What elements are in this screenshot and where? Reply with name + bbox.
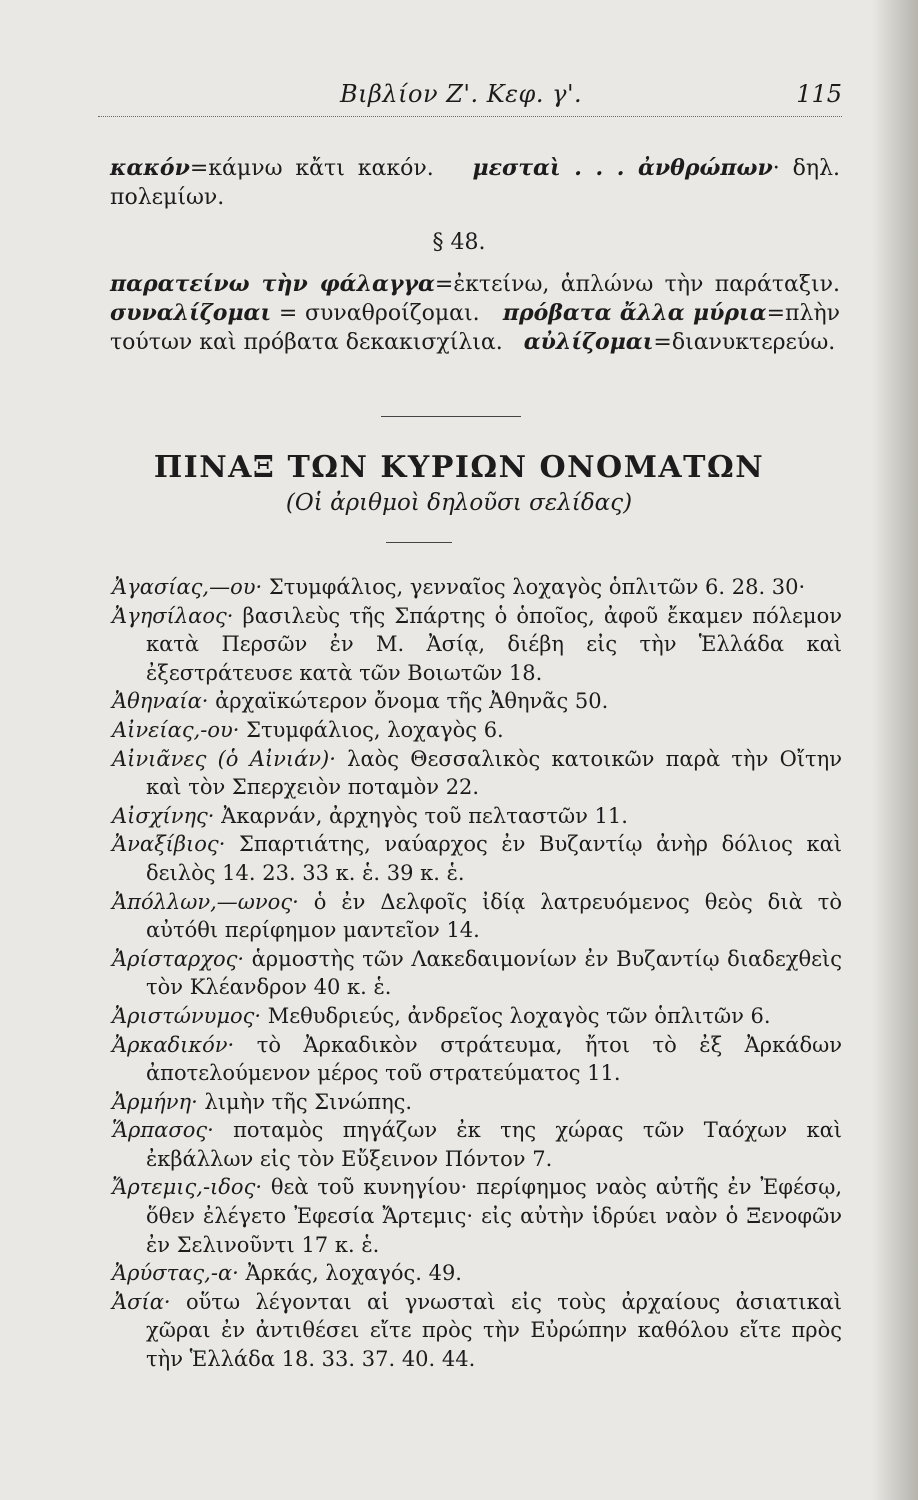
index-entry	[112, 1088, 842, 1117]
entry-name: Ἅρπασος·	[112, 1118, 214, 1143]
entry-name: Ἄρτεμις,-ιδος·	[112, 1175, 263, 1200]
index-entry	[112, 1031, 842, 1088]
gloss-definition: =κάμνω κἄτι κακόν.	[189, 156, 434, 181]
entry-name: Αἰσχίνης·	[112, 803, 215, 828]
entry-text: Ἀκαρνάν, ἀρχηγὸς τοῦ πελταστῶν 11.	[214, 803, 628, 828]
entry-text: Στυμφάλιος, γενναῖος λοχαγὸς ὁπλιτῶν 6. 28. 30·	[262, 575, 806, 599]
entry-name: Ἀγησίλαος·	[112, 603, 234, 628]
entry-name: Ἀρκαδικόν·	[112, 1032, 235, 1057]
page-number: 115	[796, 80, 842, 108]
entry-text: ποταμὸς πηγάζων ἐκ της χώρας τῶν Ταόχων καὶ ἐκβάλλων εἰς τὸν Εὔξεινον Πόντον 7.	[146, 1118, 842, 1171]
entry-name: Ἀγασίας,—ου·	[112, 575, 263, 599]
entry-text: Ἀρκάς, λοχαγός. 49.	[238, 1261, 462, 1286]
gloss-definition: =ἐκτείνω, ἁπλώνω τὴν παράταξιν.	[434, 272, 840, 297]
index-entry	[112, 716, 842, 745]
index-entry	[112, 1288, 842, 1374]
gloss-term: πρόβατα ἄλλα μύρια	[502, 300, 767, 326]
index-subtitle: (Οἱ ἀριθμοὶ δηλοῦσι σελίδας)	[285, 490, 633, 516]
entry-text: βασιλεὺς τῆς Σπάρτης ὁ ὁποῖος, ἀφοῦ ἔκαμεν πόλεμον κατὰ Περσῶν ἐν Μ. Ἀσίᾳ, διέβη εἰς τὴν Ἑλλάδα καὶ ἐξεστράτευσε κατὰ τῶν Βοιωτῶν 18.	[146, 603, 842, 685]
glosses-section	[110, 270, 840, 357]
gloss-term: αὐλίζομαι	[523, 329, 654, 355]
entry-name: Ἀρίσταρχος·	[112, 946, 245, 971]
index-entry	[112, 1002, 842, 1031]
entry-text: ἁρμοστὴς τῶν Λακεδαιμονίων ἐν Βυζαντίῳ διαδεχθεὶς τὸν Κλέανδρον 40 κ. ἑ.	[146, 946, 842, 1000]
index-entry	[112, 573, 842, 602]
entry-text: ἀρχαϊκώτερον ὄνομα τῆς Ἀθηνᾶς 50.	[208, 689, 609, 714]
entry-name: Ἀρμήνη·	[112, 1089, 198, 1114]
index-entry	[112, 687, 842, 716]
running-head	[98, 70, 842, 117]
index-entries	[112, 573, 842, 1374]
entry-name: Αἰνιᾶνες (ὁ Αἰνιάν)·	[112, 746, 336, 771]
gloss-term: συναλίζομαι	[110, 300, 272, 326]
index-entry	[112, 945, 842, 1002]
entry-text: λιμὴν τῆς Σινώπης.	[197, 1089, 413, 1114]
entry-name: Αἰνείας,-ου·	[112, 717, 240, 742]
entry-name: Ἀρύστας,-α·	[112, 1261, 239, 1286]
index-entry	[112, 802, 842, 831]
index-entry	[112, 830, 842, 887]
index-entry	[112, 1173, 842, 1259]
entry-text: ὁ ἐν Δελφοῖς ἰδίᾳ λατρευόμενος θεὸς διὰ τὸ αὐτόθι περίφημον μαντεῖον 14.	[146, 889, 842, 943]
gloss-definition: =διανυκτερεύω.	[653, 330, 836, 355]
entry-name: Ἀσία·	[112, 1289, 171, 1314]
entry-text: θεὰ τοῦ κυνηγίου· περίφημος ναὸς αὐτῆς ἐν Ἐφέσῳ, ὅθεν ἐλέγετο Ἐφεσία Ἄρτεμις· εἰς αὐτὴν ἱδρύει ναὸν ὁ Ξενοφῶν ἐν Σελινοῦντι 17 κ. ἑ.	[146, 1175, 842, 1257]
entry-text: λαὸς Θεσσαλικὸς κατοικῶν παρὰ τὴν Οἴτην καὶ τὸν Σπερχειὸν ποταμὸν 22.	[146, 746, 842, 800]
section-number: § 48.	[432, 230, 486, 255]
gloss-term: μεσταὶ . . . ἀνθρώπων	[472, 155, 773, 181]
index-entry	[112, 1259, 842, 1288]
entry-text: οὕτω λέγονται αἱ γνωσταὶ εἰς τοὺς ἀρχαίους ἀσιατικαὶ χῶραι ἐν ἀντιθέσει εἴτε πρὸς τὴν Εὐρώπην καθόλου εἴτε πρὸς τὴν Ἑλλάδα 18. 33. 37. 40. 44.	[146, 1289, 842, 1372]
entry-name: Ἀναξίβιος·	[112, 832, 226, 857]
page-spine-shadow	[872, 0, 918, 1500]
index-entry	[112, 745, 842, 802]
entry-name: Ἀπόλλων,—ωνος·	[112, 889, 299, 914]
gloss-definition: · δηλ. πολεμίων.	[110, 156, 841, 210]
entry-text: Μεθυδριεύς, ἀνδρεῖος λοχαγὸς τῶν ὁπλιτῶν 6.	[261, 1003, 771, 1028]
index-entry	[112, 1116, 842, 1173]
divider-rule-short	[386, 542, 452, 543]
glosses-top	[110, 154, 840, 212]
entry-text: τὸ Ἀρκαδικὸν στράτευμα, ἤτοι τὸ ἐξ Ἀρκάδων ἀποτελούμενον μέρος τοῦ στρατεύματος 11.	[146, 1032, 842, 1086]
entry-name: Ἀριστώνυμος·	[112, 1003, 262, 1028]
entry-name: Ἀθηναία·	[112, 689, 209, 714]
index-entry	[112, 602, 842, 688]
index-entry	[112, 888, 842, 945]
gloss-term: κακόν	[110, 155, 190, 181]
entry-text: Σπαρτιάτης, ναύαρχος ἐν Βυζαντίῳ ἀνὴρ δόλιος καὶ δειλὸς 14. 23. 33 κ. ἑ. 39 κ. ἑ.	[146, 832, 842, 885]
index-title: ΠΙΝΑΞ ΤΩΝ ΚΥΡΙΩΝ ΟΝΟΜΑΤΩΝ	[153, 450, 765, 485]
gloss-definition: =πλὴν τούτων καὶ πρόβατα δεκακισχίλια.	[110, 301, 841, 355]
running-head-title: Βιβλίον Ζ'. Κεφ. γ'.	[340, 80, 583, 108]
entry-text: Στυμφάλιος, λοχαγὸς 6.	[239, 717, 504, 742]
gloss-term: παρατείνω τὴν φάλαγγα	[110, 271, 435, 297]
gloss-definition: = συναθροίζομαι.	[271, 301, 480, 326]
divider-rule	[381, 416, 521, 417]
